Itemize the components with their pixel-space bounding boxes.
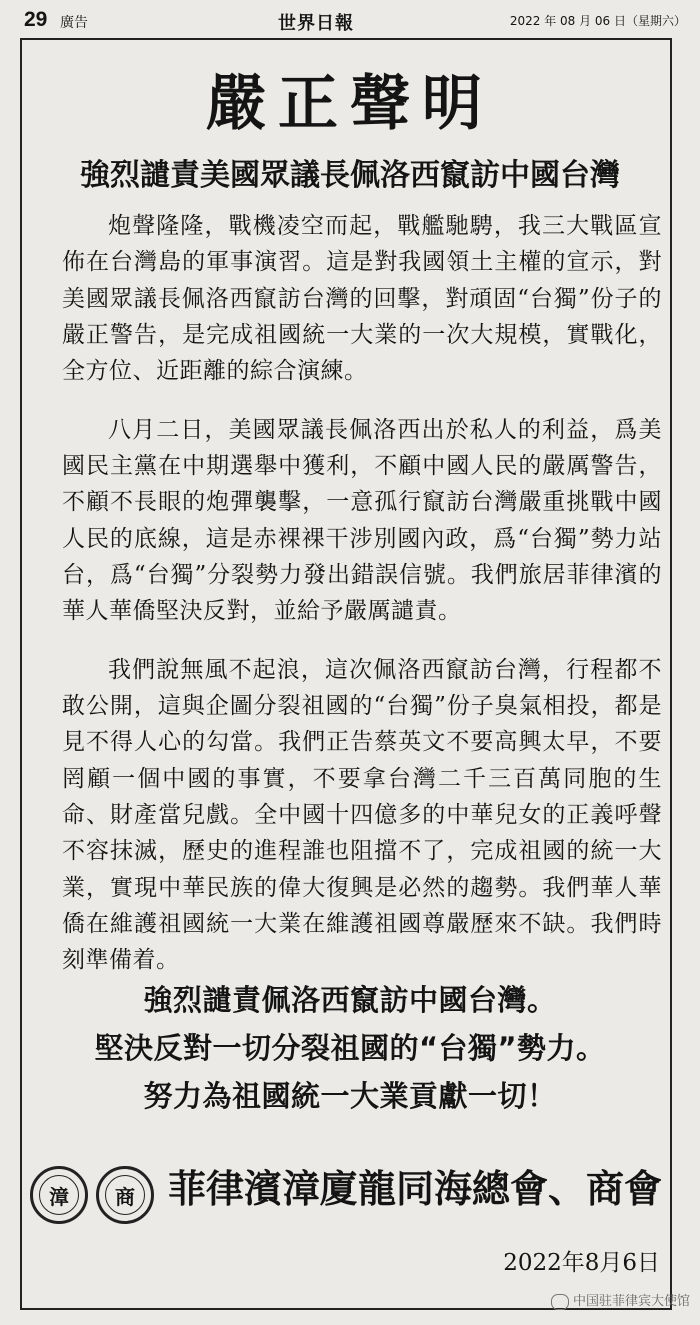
section-label: 廣告 [60, 15, 88, 31]
wechat-icon [551, 1294, 569, 1310]
slogans [28, 976, 672, 1120]
paragraph-3: 我們說無風不起浪，這次佩洛西竄訪台灣，行程都不敢公開，這與企圖分裂祖國的“台獨”份子臭氣相投，都是見不得人心的勾當。我們正告蔡英文不要高興太早，不要罔顧一個中國的事實，不要拿台灣二千三百萬同胞的生命、財產當兒戲。全中國十四億多的中華兒女的正義呼聲不容抹滅，歷史的進程誰也阻擋不了，完成祖國的統一大業，實現中華民族的偉大復興是必然的趨勢。我們華人華僑在維護祖國統一大業在維護祖國尊嚴歷來不缺。我們時刻準備着。 [62, 656, 662, 974]
paragraph-2: 八月二日，美國眾議長佩洛西出於私人的利益，爲美國民主黨在中期選舉中獲利，不顧中國人民的嚴厲警告，不顧不長眼的炮彈襲擊，一意孤行竄訪台灣嚴重挑戰中國人民的底線，這是赤裸裸干涉別國內政，爲“台獨”勢力站台，爲“台獨”分裂勢力發出錯誤信號。我們旅居菲律濱的華人華僑堅決反對，並給予嚴厲譴責。 [62, 416, 662, 625]
fraternity-seal-icon: 漳 [30, 1166, 88, 1224]
slogan-3: 努力為祖國統一大業貢獻一切！ [143, 1079, 557, 1113]
newspaper-header [0, 0, 700, 36]
issue-date: 2022 年 08 月 06 日（星期六） [509, 14, 686, 28]
watermark [551, 1290, 690, 1310]
signature-date: 2022年8月6日 [503, 1250, 660, 1276]
paragraph-1: 炮聲隆隆，戰機凌空而起，戰艦馳騁，我三大戰區宣佈在台灣島的軍事演習。這是對我國領土主權的宣示，對美國眾議長佩洛西竄訪台灣的回擊，對頑固“台獨”份子的嚴正警告，是完成祖國統一大業的一次大規模，實戰化，全方位、近距離的綜合演練。 [62, 213, 662, 385]
organization-name: 菲律濱漳廈龍同海總會、商會 [168, 1166, 663, 1211]
newspaper-name: 世界日報 [278, 13, 354, 34]
slogan-1: 強烈譴責佩洛西竄訪中國台灣。 [143, 983, 557, 1017]
chamber-of-commerce-seal-icon: 商 [96, 1166, 154, 1224]
watermark-text: 中国驻菲律宾大使馆 [572, 1294, 690, 1309]
slogan-2: 堅決反對一切分裂祖國的“台獨”勢力。 [94, 1031, 606, 1065]
page-number: 29 [24, 8, 48, 31]
statement-title: 嚴正聲明 [206, 69, 494, 139]
statement-body [62, 208, 662, 1001]
statement-subtitle: 強烈譴責美國眾議長佩洛西竄訪中國台灣 [80, 158, 620, 193]
